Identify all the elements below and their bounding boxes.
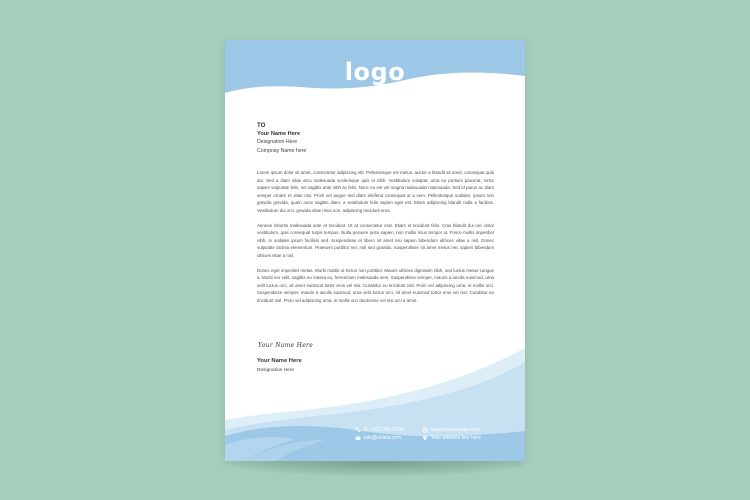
phone-contact [355,427,404,433]
signature-script: Your Name Here [258,342,314,349]
logo: logo [344,58,406,86]
body-paragraph-1: Lorem ipsum dolor sit amet, consectetur adipiscing elit. Pellentesque est metus, auctor a blandit sit amet, consequat quis dui. Sed a diam vitae arcu malesuada scelerisque quis et nibh. Vestibulum volutpat, urna eu pretium placerat, tortor sapien vulputate felis, vel sagittis ante nibh ac felis. Nunc eu est vel magna malesuada malesuada. Sed id purus ac diam semper ornare et vitae nisi. Proin vel augue sed diam eleifend consequat ut a sem. Pellentesque sodales, ipsum non gravida gravida, quam nunc sagittis diam, a vestibulum felis sapien eget est. Etiam adipiscing blandit nulla a facilisis. Vestibulum dui orci, gravida vitae risus non, adipiscing tincidunt eros. [257,170,494,213]
website-contact [422,427,480,433]
body-paragraph-3: Donec eget imperdiet metus. Morbi mattis ut lectus non porttitor. Mauris ultrices dignissim nibh, sed luctus metus congue a. Morbi leo velit, sagittis eu massa eu, fermentum malesuada sem. Suspendisse semper, mauris a iaculis euismod, urna velit luctus orci, sit amet euismod tortor eros vel nisi. Curabitur eu tincidunt nisl. Proin vel adipiscing urna, in mollis orci. Suspendisse semper, mauris a iaculis euismod, urna velit luctus orci, sit amet euismod tortor eros vel nisi. Curabitur eu tincidunt nisl. Proin vel adipiscing urna, in mollis orci deolorene vel nisi orci a amet. [257,267,494,303]
website-text: www.yourdomain.com [431,427,480,433]
letterhead-sheet [225,40,525,461]
recipient-company: Compnay Name here [257,147,307,154]
signer-name: Your Name Here [257,358,302,364]
mail-icon [355,435,361,441]
recipient-block [257,122,493,155]
email-contact [355,435,401,441]
recipient-name: Your Name Here [257,131,301,138]
letter-body [257,169,494,312]
email-text: info@urlsite.com [364,435,402,441]
globe-icon [422,427,428,433]
phone-icon [355,427,361,433]
phone-text: P: +012 345 6789 [364,427,404,433]
footer-wave [225,340,525,461]
signer-designation: Designation Here [257,368,295,373]
to-label: TO [257,122,266,129]
address-contact [422,435,481,441]
address-text: Your address line here [431,435,481,441]
recipient-designation: Designation Here [257,139,298,146]
body-paragraph-2: Aenean lobortis malesuada ante et tincidunt. Ut at consectetur erat. Etiam et tincidunt felis. Cras blandit dui nec dolor vestibulum, quis consequat turpis tempus. Nulla posuere justo sapien, non mollis risus tempor ut. Fusce mollis imperdiet nibh, in sodales ipsum facilisis sed. Suspendisse et libero sit amet nisi sapien bibendum ultrices vitae a nisl. Donec vulputate lacinia elementum. Praesent porttitor nec nisl sed gravida. Suspendisse sit amet metus nec sapien bibendum ultrices vitae a nisl. [257,222,494,258]
location-icon [422,435,428,441]
